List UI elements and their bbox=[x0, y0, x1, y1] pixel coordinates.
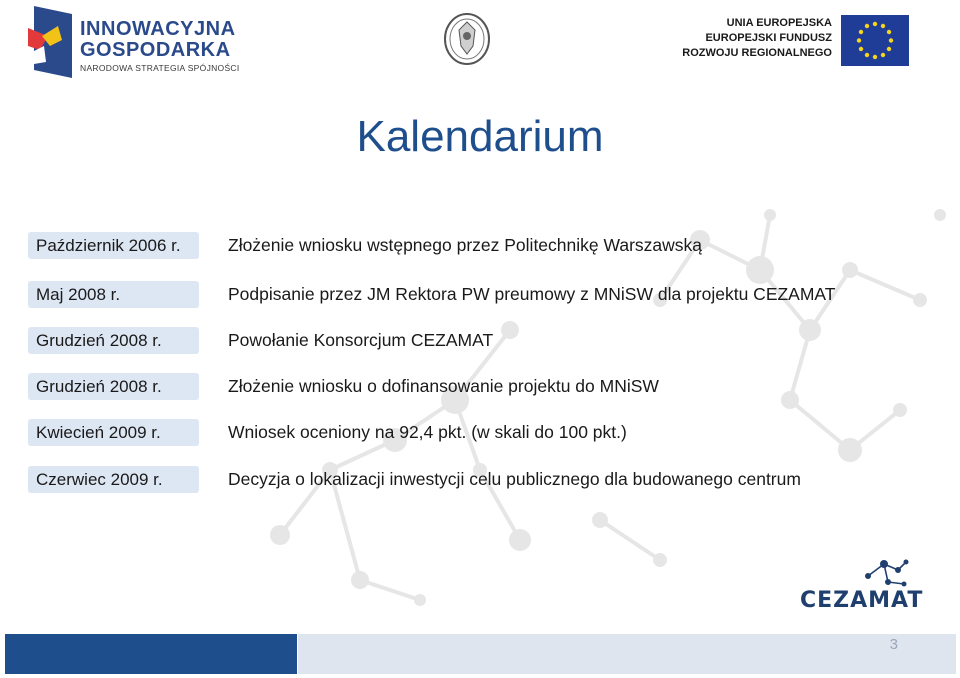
innowacyjna-gospodarka-logo bbox=[28, 6, 238, 80]
footer-bar-dark bbox=[5, 634, 297, 674]
timeline-event: Złożenie wniosku wstępnego przez Politechnikę Warszawską bbox=[228, 235, 703, 255]
timeline-event: Wniosek oceniony na 92,4 pkt. (w skali do 100 pkt.) bbox=[228, 422, 627, 442]
timeline-date: Maj 2008 r. bbox=[28, 281, 199, 308]
innowacyjna-gospodarka-line1: INNOWACYJNA bbox=[80, 18, 236, 40]
innowacyjna-gospodarka-emblem-icon bbox=[28, 6, 72, 78]
timeline-event: Złożenie wniosku o dofinansowanie projektu do MNiSW bbox=[228, 376, 659, 396]
slide-title: Kalendarium bbox=[356, 112, 604, 161]
eu-line1: UNIA EUROPEJSKA bbox=[726, 17, 832, 29]
timeline-date: Kwiecień 2009 r. bbox=[28, 419, 199, 446]
timeline-date: Październik 2006 r. bbox=[28, 232, 199, 259]
timeline-date: Grudzień 2008 r. bbox=[28, 373, 199, 400]
timeline-event: Podpisanie przez JM Rektora PW preumowy z MNiSW dla projektu CEZAMAT bbox=[228, 284, 836, 304]
cezamat-logo-text: CEZAMAT bbox=[800, 588, 924, 613]
eu-flag-icon bbox=[841, 15, 909, 66]
timeline-event: Decyzja o lokalizacji inwestycji celu publicznego dla budowanego centrum bbox=[228, 469, 801, 489]
timeline-date: Grudzień 2008 r. bbox=[28, 327, 199, 354]
innowacyjna-gospodarka-line3: NARODOWA STRATEGIA SPÓJNOŚCI bbox=[80, 63, 240, 73]
eu-line3: ROZWOJU REGIONALNEGO bbox=[682, 47, 832, 59]
eu-line2: EUROPEJSKI FUNDUSZ bbox=[705, 32, 832, 44]
eu-fund-text bbox=[682, 16, 832, 61]
cezamat-network-icon bbox=[858, 556, 912, 592]
timeline-event: Powołanie Konsorcjum CEZAMAT bbox=[228, 330, 494, 350]
university-seal-icon bbox=[443, 12, 491, 66]
cezamat-logo bbox=[800, 556, 924, 616]
page-number: 3 bbox=[889, 636, 898, 653]
footer-bar-light bbox=[298, 634, 956, 674]
innowacyjna-gospodarka-line2: GOSPODARKA bbox=[80, 39, 231, 61]
timeline-date: Czerwiec 2009 r. bbox=[28, 466, 199, 493]
